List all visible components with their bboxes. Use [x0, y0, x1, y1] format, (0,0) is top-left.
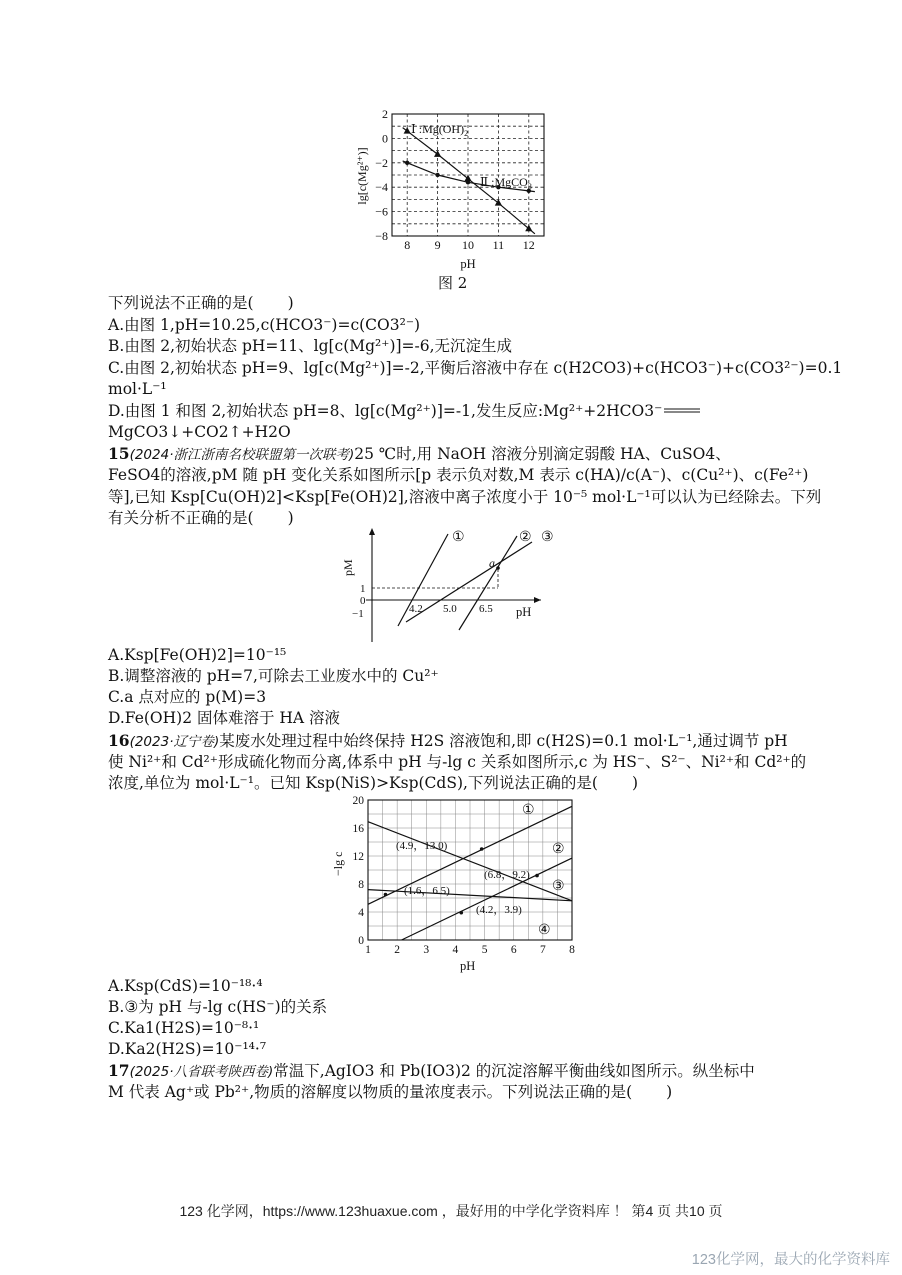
- y-tick-label: 8: [358, 879, 364, 891]
- y-tick-label: 0: [358, 935, 364, 947]
- q15-stem-line1: 15(2024·浙江浙南名校联盟第一次联考)25 ℃时,用 NaOH 溶液分别滴定弱酸 HA、CuSO4、: [108, 444, 731, 463]
- curve-1-label: ①: [522, 803, 535, 818]
- x-tick-label: 12: [522, 238, 535, 252]
- y-axis-label: −lg c: [331, 851, 345, 876]
- curve-4-label: ④: [538, 923, 551, 938]
- q15-option-d: D.Fe(OH)2 固体难溶于 HA 溶液: [108, 709, 341, 727]
- q17-stem-line1: 17(2025·八省联考陕西卷)常温下,AgIO3 和 Pb(IO3)2 的沉淀溶解平衡曲线如图所示。纵坐标中: [108, 1061, 755, 1080]
- y-tick-1: 1: [360, 583, 366, 595]
- x-tick-label: 9: [434, 238, 441, 252]
- x-axis-label: pH: [460, 257, 476, 271]
- y-axis-label: lg[c(Mg²⁺)]: [355, 147, 369, 205]
- y-axis-label: pM: [341, 559, 355, 576]
- q16-option-b: B.③为 pH 与-lg c(HS⁻)的关系: [108, 998, 328, 1016]
- q17-stem-line2: M 代表 Ag⁺或 Pb²⁺,物质的溶解度以物质的量浓度表示。下列说法正确的是( ): [108, 1083, 673, 1101]
- x-axis-label: pH: [516, 605, 532, 619]
- x-axis-label: pH: [460, 959, 476, 973]
- curve-I-label: Ⅰ $:Mg(OH)_2$: [411, 122, 469, 138]
- q15-option-a: A.Ksp[Fe(OH)2]=10⁻¹⁵: [108, 646, 287, 664]
- triangle-point: [525, 225, 532, 232]
- q15-option-b: B.调整溶液的 pH=7,可除去工业废水中的 Cu²⁺: [108, 667, 439, 685]
- curve-2-label: ②: [552, 842, 565, 857]
- q14-option-c: C.由图 2,初始状态 pH=9、lg[c(Mg²⁺)]=-2,平衡后溶液中存在 c(H2CO3)+c(HCO3⁻)+c(CO3²⁻)=0.1: [108, 359, 843, 377]
- dot-point: [405, 161, 409, 165]
- x-tick-label: 1: [365, 944, 371, 956]
- q14-option-b: B.由图 2,初始状态 pH=11、lg[c(Mg²⁺)]=-6,无沉淀生成: [108, 337, 513, 355]
- intersection-point: [459, 911, 463, 915]
- x-label-5-0: 5.0: [443, 603, 457, 615]
- curve-3-label: ③: [541, 530, 554, 545]
- y-tick-label: −6: [375, 204, 388, 219]
- x-tick-label: 5: [481, 944, 488, 956]
- curve-II-label: Ⅱ :MgCO$_3$: [480, 175, 532, 191]
- dot-point: [435, 173, 439, 177]
- figure-2-chart: [352, 104, 562, 274]
- intersection-point: [535, 874, 539, 878]
- q15-option-c: C.a 点对应的 p(M)=3: [108, 688, 267, 706]
- curve-3-label: ③: [552, 879, 565, 894]
- y-tick-0: 0: [360, 595, 366, 607]
- intersection-point: [480, 847, 484, 851]
- x-tick-label: 11: [492, 238, 505, 252]
- x-tick-label: 10: [462, 238, 474, 252]
- y-tick-label: 4: [358, 907, 364, 919]
- x-tick-label: 2: [394, 944, 401, 956]
- x-axis-arrow: [534, 597, 541, 603]
- triangle-point: [495, 199, 502, 206]
- point-a-label: a: [489, 556, 495, 570]
- x-label-6-5: 6.5: [479, 603, 493, 615]
- dot-point: [466, 180, 470, 184]
- curve-1-label: ①: [452, 530, 465, 545]
- x-tick-label: 3: [423, 944, 430, 956]
- q14-stem: 下列说法不正确的是( ): [108, 294, 294, 312]
- y-tick-label: −8: [375, 229, 388, 243]
- y-tick-label: 12: [352, 851, 364, 863]
- curve-2: [406, 542, 532, 622]
- figure-2-caption: 图 2: [438, 274, 468, 292]
- site-watermark: 123化学网，最大的化学资料库: [691, 1252, 890, 1268]
- y-tick-label: 20: [352, 795, 364, 807]
- q16-option-d: D.Ka2(H2S)=10⁻¹⁴·⁷: [108, 1040, 267, 1058]
- y-tick-label: −2: [375, 155, 388, 170]
- annotation-1-6-6-5: (1.6，6.5): [404, 885, 450, 897]
- annotation-6-8-9-2: (6.8，9.2): [484, 869, 530, 881]
- y-axis-arrow: [369, 528, 375, 535]
- annotation-4-2-3-9: (4.2，3.9): [476, 904, 522, 916]
- q16-stem-line3: 浓度,单位为 mol·L⁻¹。已知 Ksp(NiS)>Ksp(CdS),下列说法正确的是( ): [108, 774, 639, 792]
- y-tick-label: −4: [375, 180, 388, 195]
- q14-option-a: A.由图 1,pH=10.25,c(HCO3⁻)=c(CO3²⁻): [108, 316, 421, 334]
- y-tick-label: 2: [382, 107, 388, 121]
- y-tick-label: 0: [382, 131, 388, 146]
- figure-15-chart: [336, 524, 566, 648]
- curve-2-label: ②: [519, 530, 532, 545]
- x-tick-label: 8: [569, 944, 575, 956]
- intersection-point: [384, 893, 388, 897]
- curve-1: [398, 534, 448, 626]
- x-tick-label: 8: [404, 238, 411, 252]
- x-tick-label: 7: [539, 944, 546, 956]
- page-footer: 123 化学网，https://www.123huaxue.com ，最好用的中学化学资料库 ！ 第4 页 共10 页: [179, 1203, 723, 1219]
- y-tick-neg1: −1: [352, 608, 364, 620]
- q15-stem-line2: FeSO4的溶液,pM 随 pH 变化关系如图所示[p 表示负对数,M 表示 c(HA)/c(A⁻)、c(Cu²⁺)、c(Fe²⁺): [108, 466, 809, 484]
- triangle-point: [434, 150, 441, 157]
- q15-stem-line3: 等],已知 Ksp[Cu(OH)2]<Ksp[Fe(OH)2],溶液中离子浓度小于 10⁻⁵ mol·L⁻¹可以认为已经除去。下列: [108, 488, 822, 506]
- x-tick-label: 4: [452, 944, 459, 956]
- x-tick-label: 6: [510, 944, 517, 956]
- q16-option-c: C.Ka1(H2S)=10⁻⁸·¹: [108, 1019, 260, 1037]
- q16-stem-line1: 16(2023·辽宁卷)某废水处理过程中始终保持 H2S 溶液饱和,即 c(H2S)=0.1 mol·L⁻¹,通过调节 pH: [108, 731, 788, 750]
- point-a: [496, 566, 500, 570]
- q14-option-d-cont: MgCO3↓+CO2↑+H2O: [108, 423, 291, 441]
- q16-option-a: A.Ksp(CdS)=10⁻¹⁸·⁴: [108, 977, 263, 995]
- q16-stem-line2: 使 Ni²⁺和 Cd²⁺形成硫化物而分离,体系中 pH 与-lg c 关系如图所示,c 为 HS⁻、S²⁻、Ni²⁺和 Cd²⁺的: [108, 753, 807, 771]
- y-tick-label: 16: [352, 823, 364, 835]
- q14-option-d: D.由图 1 和图 2,初始状态 pH=8、lg[c(Mg²⁺)]=-1,发生反应:Mg²⁺+2HCO3⁻: [108, 402, 663, 420]
- figure-16-chart: [326, 790, 578, 976]
- q15-stem-line4: 有关分析不正确的是( ): [108, 509, 294, 527]
- q14-option-c-cont: mol·L⁻¹: [108, 380, 167, 398]
- annotation-4-9-13-0: (4.9，13.0): [396, 840, 448, 852]
- triangle-point: [404, 127, 411, 134]
- x-label-4-2: 4.2: [409, 603, 423, 615]
